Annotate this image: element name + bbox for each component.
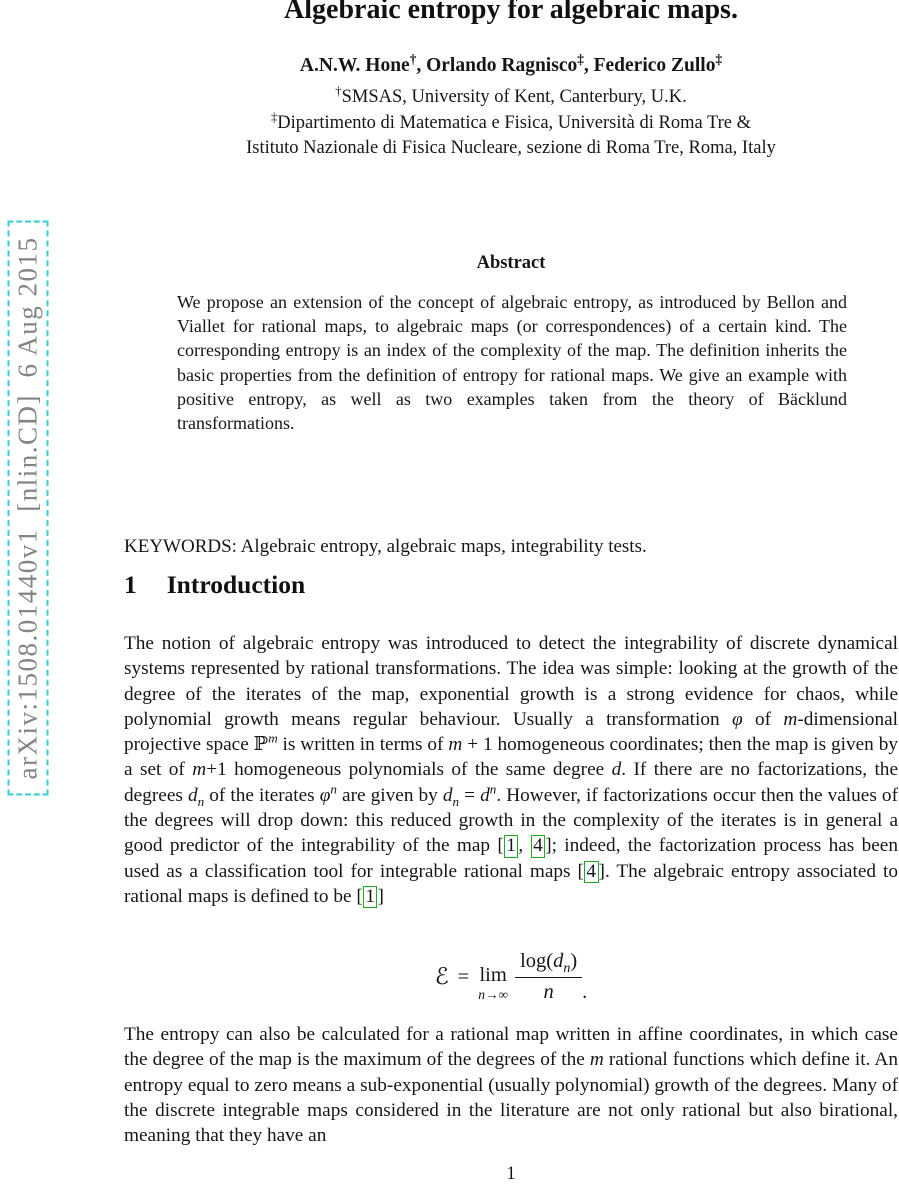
abstract-text: We propose an extension of the concept of algebraic entropy, as introduced by Bellon and Viallet for rational maps, to algebraic maps (or correspondences) of a certain kind. The corresponding entropy is an index of the complexity of the map. The definition inherits the basic properties from the definition of entropy for rational maps. We give an example with positive entropy, as well as two examples taken from the theory of Bäcklund transformations. [177,292,847,434]
affiliations [124,85,898,162]
lim-subscript: n→∞ [478,987,509,1003]
arxiv-stamp-link[interactable]: arXiv:1508.01440v1 [nlin.CD] 6 Aug 2015 [8,221,49,796]
affiliation-line-2: ‡Dipartimento di Matematica e Fisica, Università di Roma Tre & [270,109,752,133]
equals-sign: = [457,965,470,988]
section-title: Introduction [166,570,306,599]
citation-link[interactable]: 4 [531,835,546,857]
abstract-heading: Abstract [476,253,546,273]
paragraph-intro-2: The entropy can also be calculated for a rational map written in affine coordinates, in which case the degree of the map is the maximum of the degrees of the m rational functions which define it. An entropy equal to zero means a sub-exponential (usually polynomial) growth of the degrees. Many of the discrete integrable maps considered in the literature are not only rational but also birational, meaning that they have an [124,1024,898,1147]
lim-word: lim [479,963,507,986]
keywords-line: KEYWORDS: Algebraic entropy, algebraic maps, integrability tests. [124,536,647,557]
citation-link[interactable]: 1 [363,886,378,908]
citation-link[interactable]: 4 [584,861,599,883]
math-script-E: ℰ [434,964,449,991]
limit-operator [478,965,508,1002]
fraction-denominator: n [543,980,554,1003]
paragraph-intro-1: The notion of algebraic entropy was introduced to detect the integrability of discrete dynamical systems represented by rational transformations. The idea was simple: looking at the growth of the degree of the iterates of the map, exponential growth is a strong evidence for chaos, while polynomial growth means regular behaviour. Usually a transformation φ of m-dimensional projective space ℙ$^m$ is written in terms of m + 1 homogeneous coordinates; then the map is given by a set of m+1 homogeneous polynomials of the same degree d. If there are no factorizations, the degrees $d_n$ of the iterates $\varphi^n$ are given by $d_n = d^n$. However, if factorizations occur then the values of the degrees will drop down: this reduced growth in the complexity of the iterates is in general a good predictor of the integrability of the map [ 1 , 4 ]; indeed, the factorization process has been used as a classification tool for integrable rational maps [ 4 ]. The algebraic entropy associated to rational maps is defined to be [ 1 ] [124,633,898,907]
affiliation-line-1: †SMSAS, University of Kent, Canterbury, U.K. [335,83,687,107]
paper-content [124,0,898,1200]
fraction [515,950,582,1004]
section-number: 1 [124,570,137,599]
paper-title: Algebraic entropy for algebraic maps. [284,0,738,25]
equation-period: . [582,981,588,1004]
fraction-numerator: $\log(d_n)$ [515,950,582,978]
citation-link[interactable]: 1 [504,835,519,857]
authors-line: A.N.W. Hone†, Orlando Ragnisco‡, Federico Zullo‡ [299,51,723,76]
entropy-equation [124,950,898,1004]
affiliation-line-3: Istituto Nazionale di Fisica Nucleare, sezione di Roma Tre, Roma, Italy [246,138,776,158]
page-number: 1 [506,1164,516,1184]
section-heading-introduction [124,570,305,600]
